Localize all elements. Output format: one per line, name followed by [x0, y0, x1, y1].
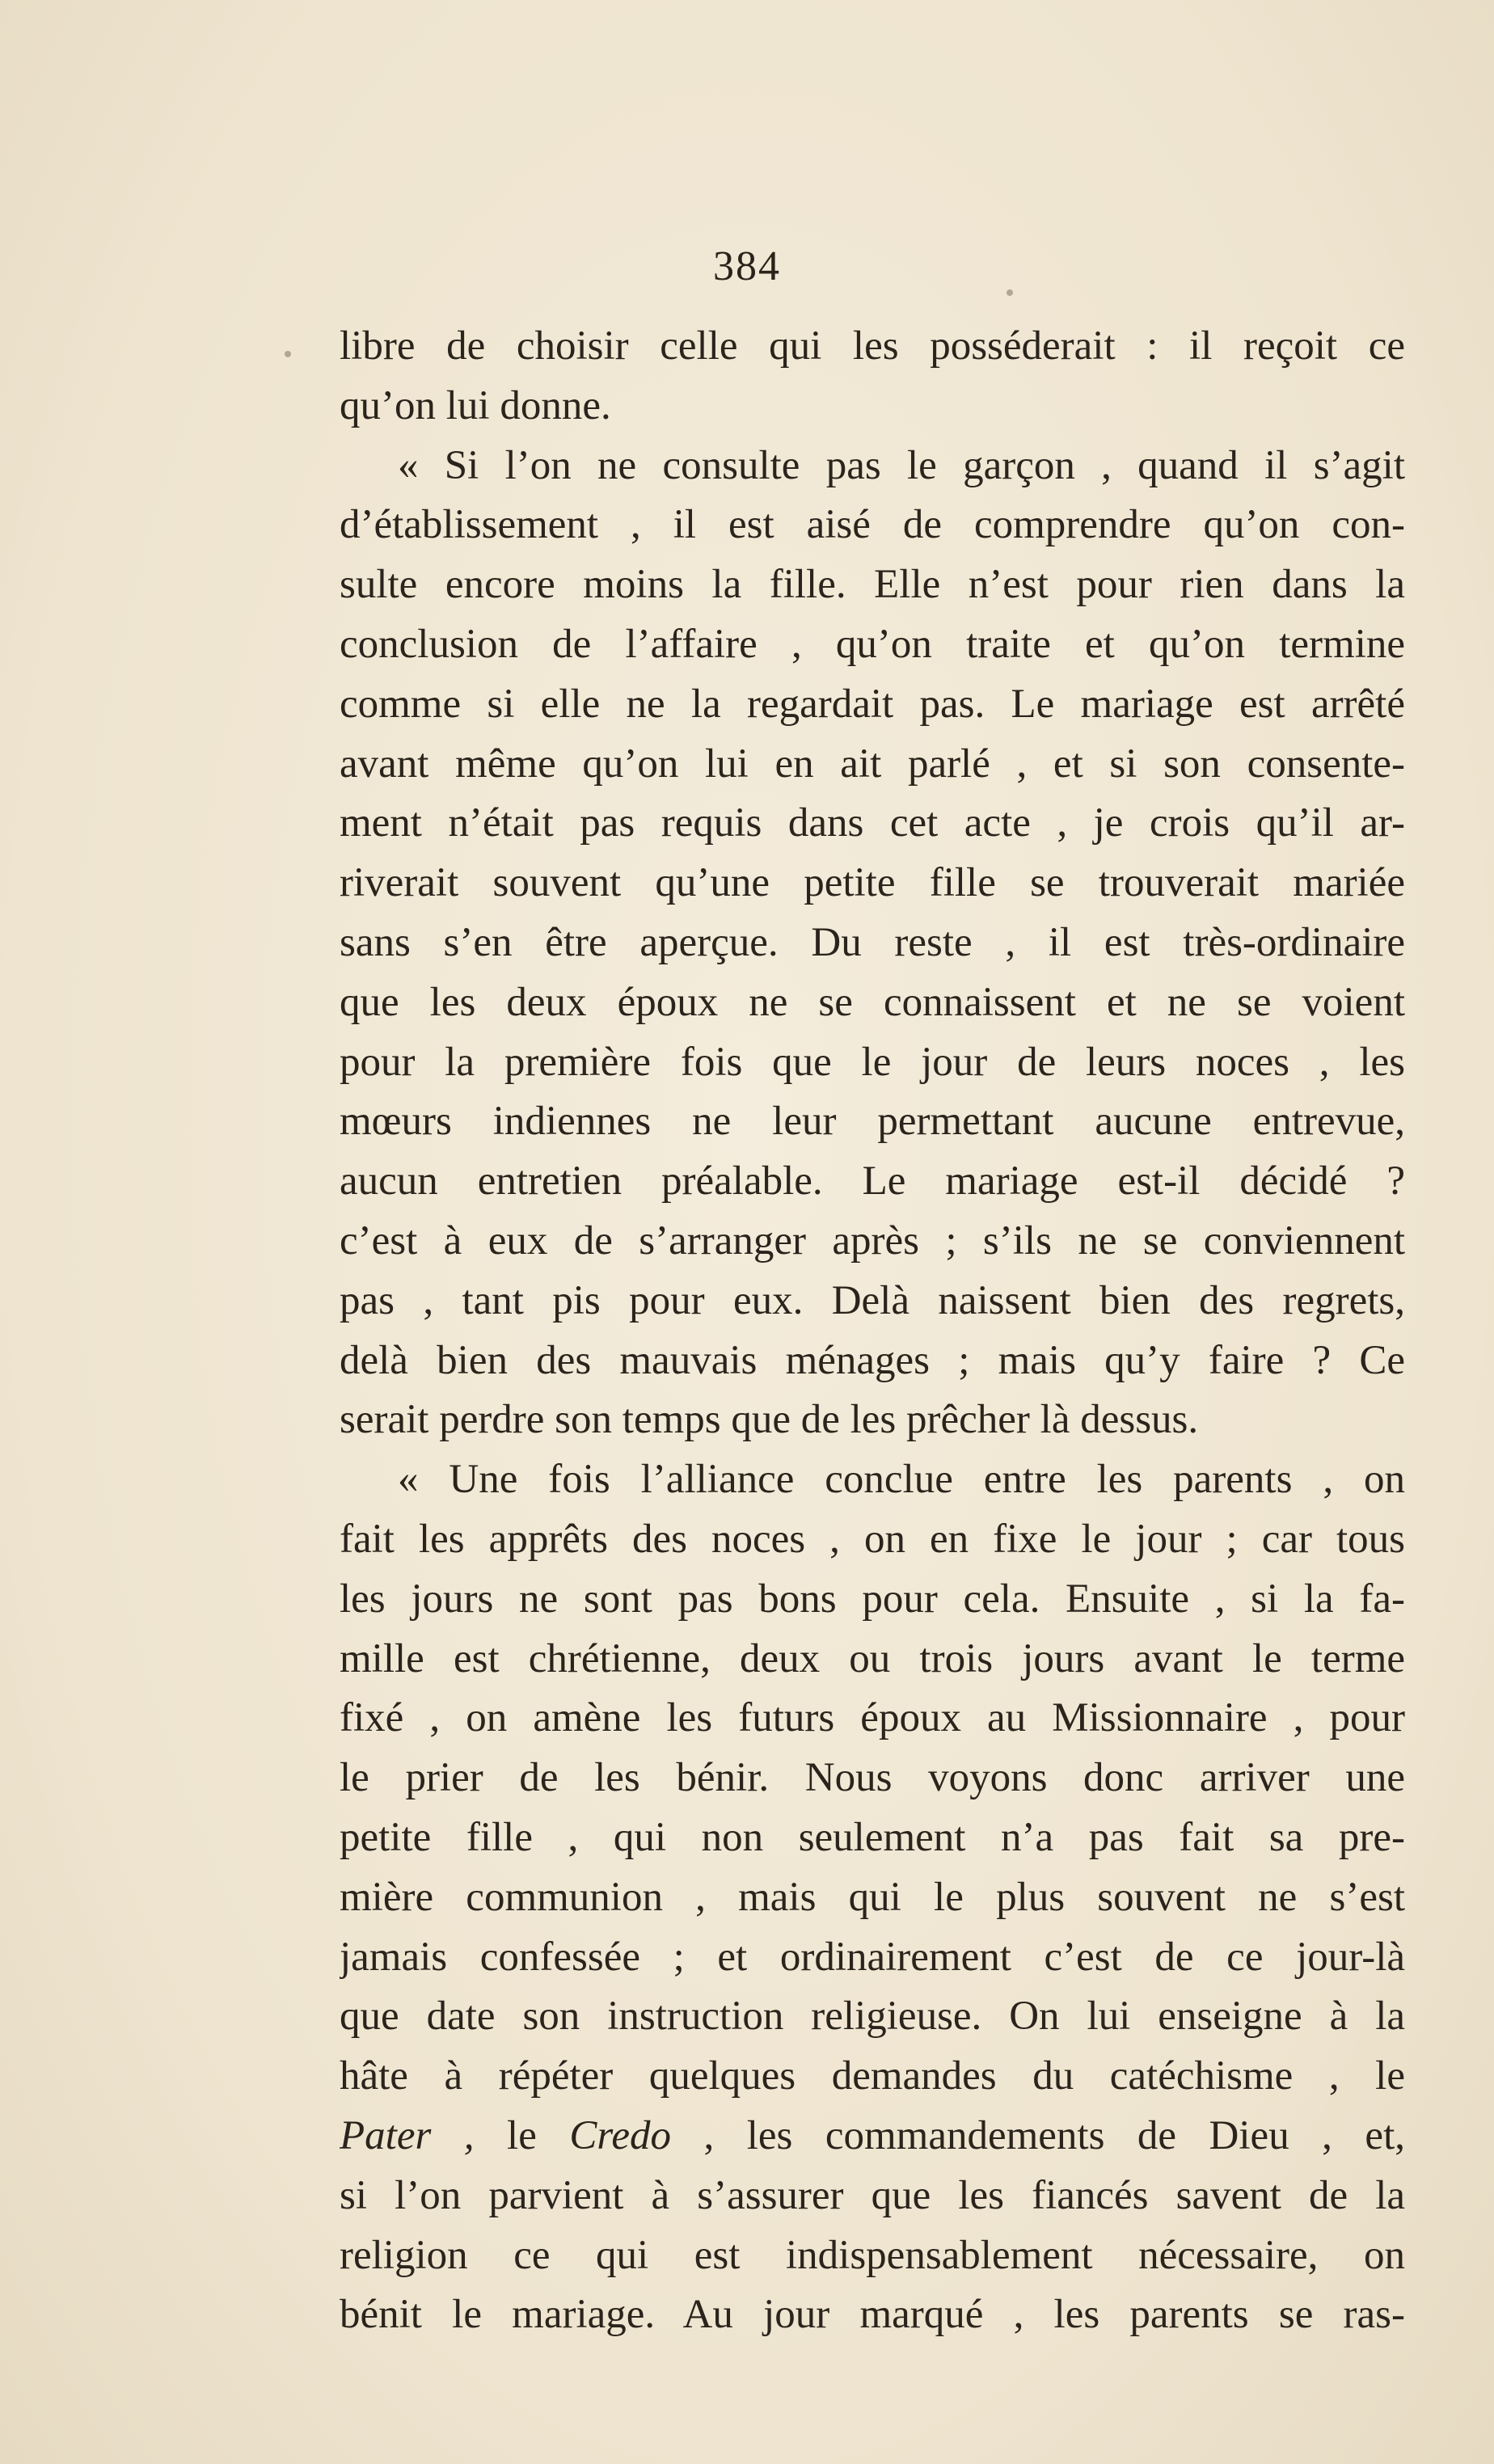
text-line: ment n’était pas requis dans cet acte , je crois qu’il ar- [340, 800, 1405, 846]
text-line: avant même qu’on lui en ait parlé , et si son consente- [340, 740, 1405, 787]
text-line: pas , tant pis pour eux. Delà naissent bien des regrets, [340, 1277, 1405, 1323]
text-line: fixé , on amène les futurs époux au Missionnaire , pour [340, 1695, 1405, 1741]
text-line: religion ce qui est indispensablement nécessaire, on [340, 2232, 1405, 2278]
text-line: sans s’en être aperçue. Du reste , il est très-ordinaire [340, 919, 1405, 965]
text-line: riverait souvent qu’une petite fille se trouverait mariée [340, 860, 1405, 906]
text-line: fait les apprêts des noces , on en fixe le jour ; car tous [340, 1516, 1405, 1562]
line-suffix: , les commandements de Dieu , et, [670, 2112, 1405, 2158]
text-line: delà bien des mauvais ménages ; mais qu’y faire ? Ce [340, 1337, 1405, 1383]
italic-term-pater: Pater , [340, 2112, 475, 2158]
text-line: jamais confessée ; et ordinairement c’est de ce jour-là [340, 1934, 1405, 1980]
text-line: si l’on parvient à s’assurer que les fiancés savent de la [340, 2172, 1405, 2218]
page-number: 384 [713, 243, 781, 289]
text-line: bénit le mariage. Au jour marqué , les parents se ras- [340, 2292, 1405, 2338]
text-line: les jours ne sont pas bons pour cela. Ensuite , si la fa- [340, 1576, 1405, 1622]
text-line: « Si l’on ne consulte pas le garçon , quand il s’agit [398, 442, 1405, 488]
ink-speck [1007, 289, 1013, 296]
text-line: comme si elle ne la regardait pas. Le mariage est arrêté [340, 681, 1405, 727]
text-line: hâte à répéter quelques demandes du catéchisme , le [340, 2053, 1405, 2099]
text-line: petite fille , qui non seulement n’a pas fait sa pre- [340, 1814, 1405, 1860]
text-line: conclusion de l’affaire , qu’on traite et qu’on termine [340, 621, 1405, 667]
text-line: c’est à eux de s’arranger après ; s’ils ne se conviennent [340, 1217, 1405, 1264]
text-line: mière communion , mais qui le plus souvent ne s’est [340, 1874, 1405, 1920]
text-line: le prier de les bénir. Nous voyons donc arriver une [340, 1755, 1405, 1801]
text-line: pour la première fois que le jour de leurs noces , les [340, 1039, 1405, 1085]
text-line: aucun entretien préalable. Le mariage est-il décidé ? [340, 1158, 1405, 1205]
text-line: « Une fois l’alliance conclue entre les parents , on [398, 1457, 1405, 1503]
text-line: que les deux époux ne se connaissent et ne se voient [340, 979, 1405, 1025]
text-line: mœurs indiennes ne leur permettant aucune entrevue, [340, 1099, 1405, 1145]
text-line: mille est chrétienne, deux ou trois jours avant le terme [340, 1635, 1405, 1681]
body-text [340, 317, 1405, 2345]
text-line: sulte encore moins la fille. Elle n’est pour rien dans la [340, 562, 1405, 608]
italic-term-credo: Credo [569, 2112, 671, 2158]
ink-speck [285, 351, 291, 357]
text-line: serait perdre son temps que de les prêcher là dessus. [340, 1397, 1199, 1443]
text-line: que date son instruction religieuse. On lui enseigne à la [340, 1994, 1405, 2040]
text-line: qu’on lui donne. [340, 382, 611, 428]
text-line-mixed [340, 2107, 1405, 2167]
line-middle: le [474, 2112, 570, 2158]
text-line: d’établissement , il est aisé de comprendre qu’on con- [340, 502, 1405, 548]
text-line: libre de choisir celle qui les posséderait : il reçoit ce [340, 323, 1405, 369]
